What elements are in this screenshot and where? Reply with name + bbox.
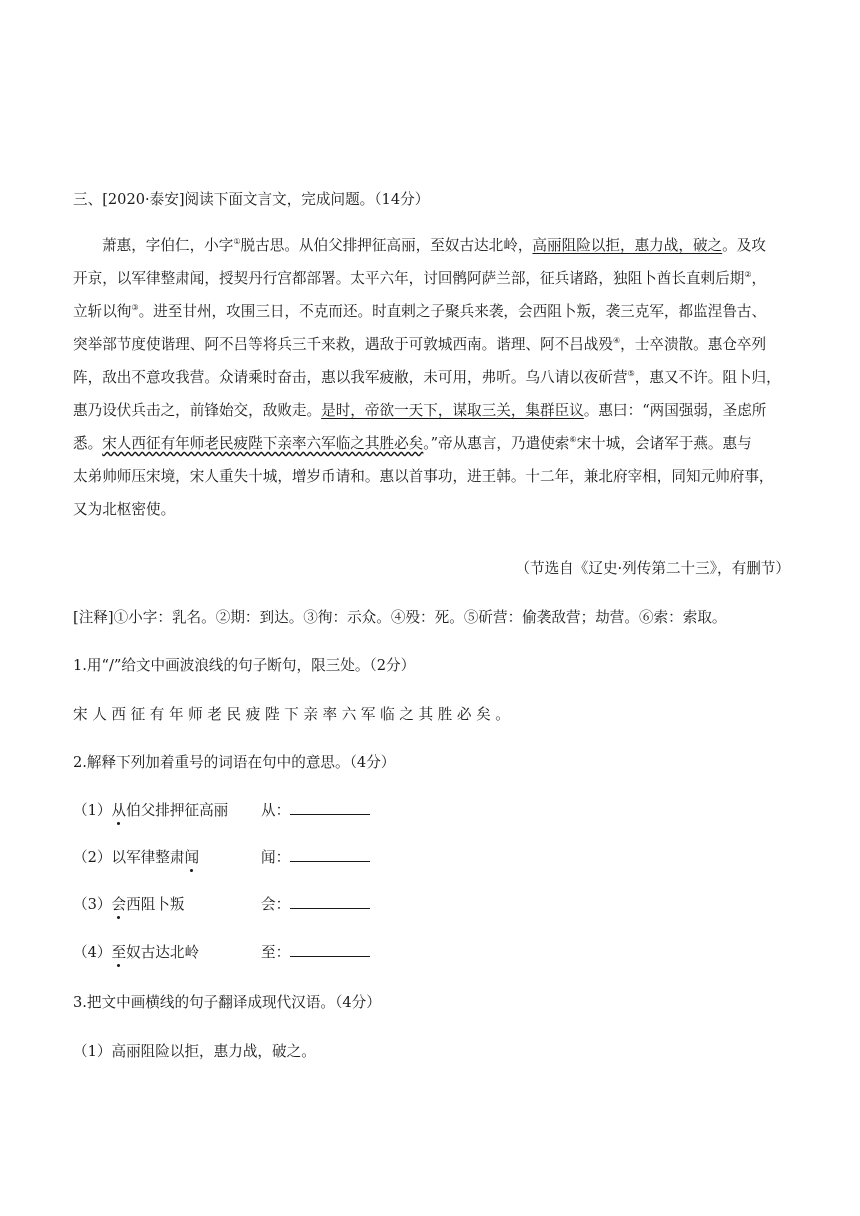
annotation-notes: [注释]①小字：乳名。②期：到达。③徇：示众。④殁：死。⑤斫营：偷袭敌营；劫营。⑥索：索取。 xyxy=(73,609,727,626)
q2-item-2: （2）以军律整肃闻 xyxy=(73,846,199,867)
q2-answer-3: 会： xyxy=(261,893,370,914)
passage-line: 阵，敌出不意攻我营。众请乘时奋击，惠以我军疲敝，未可用，弗听。乌八请以夜斫营⑤，惠又不许。阻卜归， xyxy=(73,369,781,386)
passage-line: 立斩以徇③。进至甘州，攻围三日，不克而还。时直剌之子聚兵来袭，会西阻卜叛，袭三克军，都监涅鲁古、 xyxy=(73,303,767,320)
passage-line: 又为北枢密使。 xyxy=(73,501,176,518)
q2-answer-1: 从： xyxy=(261,799,370,820)
passage-line: 太弟帅师压宋境，宋人重失十城，增岁币请和。惠以首事功，进王韩。十二年，兼北府宰相，同知元帅府事， xyxy=(73,468,774,485)
question-3-title: 3.把文中画横线的句子翻译成现代汉语。（4分） xyxy=(73,994,381,1011)
emphasis-dot-word: 从 xyxy=(111,799,126,820)
question-1-title: 1.用“/”给文中画波浪线的句子断句，限三处。（2分） xyxy=(73,657,416,674)
question-3-item-1: （1）高丽阻险以拒，惠力战，破之。 xyxy=(73,1043,316,1060)
answer-blank[interactable] xyxy=(290,800,370,815)
emphasis-dot-word: 会 xyxy=(111,893,126,914)
q2-answer-4: 至： xyxy=(261,941,370,962)
answer-blank[interactable] xyxy=(290,847,370,862)
passage-line: 惠乃设伏兵击之，前锋始交，敌败走。是时，帝欲一天下，谋取三关，集群臣议。惠曰：“两国强弱，圣虑所 xyxy=(73,402,767,419)
q2-answer-2: 闻： xyxy=(261,846,370,867)
emphasis-dot-word: 闻 xyxy=(184,846,199,867)
q2-item-1: （1）从伯父排押征高丽 xyxy=(73,799,228,820)
passage xyxy=(73,229,795,526)
underlined-sentence: 是时，帝欲一天下，谋取三关，集群臣议 xyxy=(321,402,584,419)
passage-line: 开京，以军律整肃闻，授契丹行宫都部署。太平六年，讨回鹘阿萨兰部，征兵诸路，独阻卜酋长直剌后期②， xyxy=(73,270,767,287)
answer-blank[interactable] xyxy=(290,942,370,957)
q2-item-4: （4）至奴古达北岭 xyxy=(73,941,199,962)
wavy-underlined-sentence: 宋人西征有年师老民疲陛下亲率六军临之其胜必矣 xyxy=(102,435,424,452)
question-1-sentence: 宋人西征有年师老民疲陛下亲率六军临之其胜必矣。 xyxy=(73,706,515,723)
passage-line: 萧惠，字伯仁，小字①脱古思。从伯父排押征高丽，至奴古达北岭，高丽阻险以拒，惠力战，破之。及攻 xyxy=(102,237,766,254)
question-2-title: 2.解释下列加着重号的词语在句中的意思。（4分） xyxy=(73,754,396,771)
q2-item-3: （3）会西阻卜叛 xyxy=(73,893,184,914)
section-header: 三、[2020·泰安]阅读下面文言文，完成问题。（14分） xyxy=(73,191,430,208)
passage-line: 突举部节度使谐理、阿不吕等将兵三千来救，遇敌于可敦城西南。谐理、阿不吕战殁④，士卒溃散。惠仓卒列 xyxy=(73,336,767,353)
emphasis-dot-word: 至 xyxy=(111,941,126,962)
underlined-sentence: 高丽阻险以拒，惠力战，破之 xyxy=(532,237,723,254)
answer-blank[interactable] xyxy=(290,894,370,909)
source-citation: （节选自《辽史·列传第二十三》，有删节） xyxy=(515,560,790,577)
passage-line: 悉。宋人西征有年师老民疲陛下亲率六军临之其胜必矣。”帝从惠言，乃遣使索⑥宋十城，会诸军于燕。惠与 xyxy=(73,435,752,452)
